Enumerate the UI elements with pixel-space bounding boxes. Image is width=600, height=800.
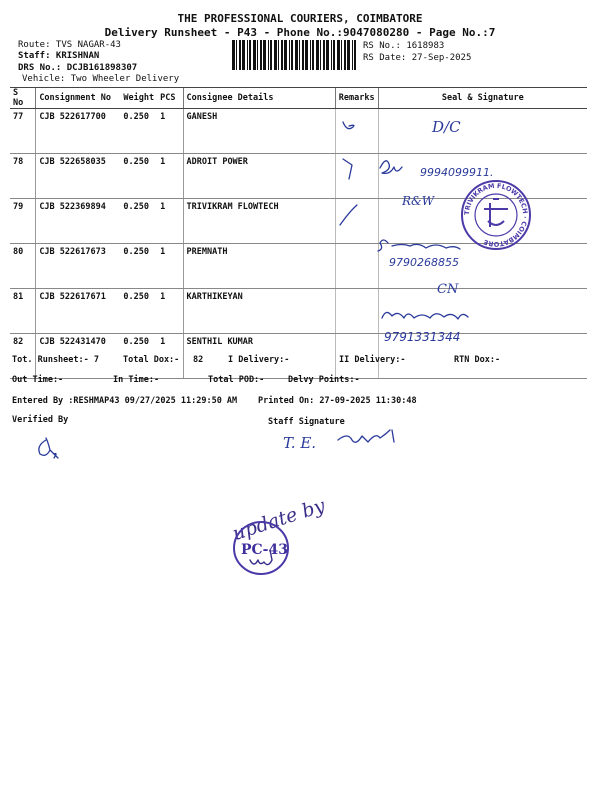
row-sno: 82	[10, 334, 36, 379]
row-sno: 80	[10, 244, 36, 289]
row-weight: 0.250	[120, 199, 157, 244]
entered-by: Entered By :RESHMAP43 09/27/2025 11:29:50 AM	[12, 396, 238, 406]
sig-78-text: 9994099911.	[420, 166, 494, 179]
row-weight: 0.250	[120, 289, 157, 334]
col-pcs: PCS	[157, 88, 183, 109]
verified-by-label: Verified By	[12, 415, 69, 425]
sig-77-text: D/C	[432, 118, 461, 136]
row-pcs: 1	[157, 154, 183, 199]
seal-text: TRIVIKRAM FLOWTECH · COIMBATORE	[462, 181, 530, 249]
ii-delivery: II Delivery:-	[339, 355, 406, 365]
tot-runsheet: Tot. Runsheet:- 7	[12, 355, 99, 365]
sig-80-text: 9790268855	[389, 256, 459, 269]
col-consignment: Consignment No	[36, 88, 121, 109]
sig-82-text: 9791331344	[384, 330, 461, 344]
printed-on: Printed On: 27-09-2025 11:30:48	[258, 396, 417, 406]
total-dox-label: Total Dox:-	[123, 355, 180, 365]
row-pcs: 1	[157, 244, 183, 289]
route-text: Route: TVS NAGAR-43	[18, 40, 121, 50]
staff-signature-text: T. E.	[283, 434, 317, 452]
drs-text: DRS No.: DCJB161898307	[18, 63, 138, 73]
remark-tick-79	[340, 205, 357, 225]
row-weight: 0.250	[120, 244, 157, 289]
total-pod: Total POD:-	[208, 375, 265, 385]
row-consignee: PREMNATH	[183, 244, 335, 289]
row-consignment: CJB 522369894	[36, 199, 121, 244]
i-delivery: I Delivery:-	[228, 355, 290, 365]
col-consignee: Consignee Details	[183, 88, 335, 109]
row-weight: 0.250	[120, 109, 157, 154]
row-consignee: KARTHIKEYAN	[183, 289, 335, 334]
col-remarks: Remarks	[335, 88, 378, 109]
row-consignment: CJB 522658035	[36, 154, 121, 199]
out-time: Out Time:-	[12, 375, 64, 385]
col-sno: S No	[10, 88, 36, 109]
row-pcs: 1	[157, 109, 183, 154]
company-seal-stamp	[462, 181, 530, 249]
staff-text: Staff: KRISHNAN	[18, 51, 100, 61]
runsheet-subtitle: Delivery Runsheet - P43 - Phone No.:9047080280 - Page No.:7	[104, 26, 496, 39]
updated-by-text: update by	[229, 494, 328, 546]
vehicle-text: Vehicle: Two Wheeler Delivery	[22, 74, 180, 84]
row-pcs: 1	[157, 199, 183, 244]
sig-81-text: CN	[437, 282, 459, 297]
row-consignee: ADROIT POWER	[183, 154, 335, 199]
row-consignee: TRIVIKRAM FLOWTECH	[183, 199, 335, 244]
row-consignee: GANESH	[183, 109, 335, 154]
delvy-points: Delvy Points:-	[288, 375, 360, 385]
verified-signature	[39, 438, 58, 458]
row-consignee: SENTHIL KUMAR	[183, 334, 335, 379]
col-seal-signature: Seal & Signature	[378, 88, 587, 109]
row-consignment: CJB 522431470	[36, 334, 121, 379]
remark-tick-77	[343, 122, 354, 129]
rs-number: RS No.: 1618983	[363, 41, 445, 51]
sig-82-scribble	[382, 312, 468, 319]
staff-signature-stroke	[338, 430, 394, 442]
rtn-dox: RTN Dox:-	[454, 355, 501, 365]
remark-tick-78	[343, 159, 352, 179]
pc-43-text: PC-43	[241, 542, 288, 558]
row-sno: 78	[10, 154, 36, 199]
sig-80-scribble	[378, 240, 460, 251]
row-consignment: CJB 522617671	[36, 289, 121, 334]
in-time: In Time:-	[113, 375, 160, 385]
row-sno: 81	[10, 289, 36, 334]
row-weight: 0.250	[120, 334, 157, 379]
row-consignment: CJB 522617673	[36, 244, 121, 289]
row-pcs: 1	[157, 334, 183, 379]
total-dox-value: 82	[193, 355, 204, 365]
row-consignment: CJB 522617700	[36, 109, 121, 154]
col-weight: Weight	[120, 88, 157, 109]
staff-signature-label: Staff Signature	[268, 417, 345, 427]
row-pcs: 1	[157, 289, 183, 334]
svg-text:TRIVIKRAM FLOWTECH · COIMBATOR	[463, 182, 529, 248]
sig-79-text: R&W	[402, 194, 435, 208]
row-weight: 0.250	[120, 154, 157, 199]
row-sno: 79	[10, 199, 36, 244]
sig-78-scribble	[380, 161, 402, 174]
row-sno: 77	[10, 109, 36, 154]
rs-date: RS Date: 27-Sep-2025	[363, 53, 472, 63]
company-title: THE PROFESSIONAL COURIERS, COIMBATORE	[177, 12, 423, 25]
